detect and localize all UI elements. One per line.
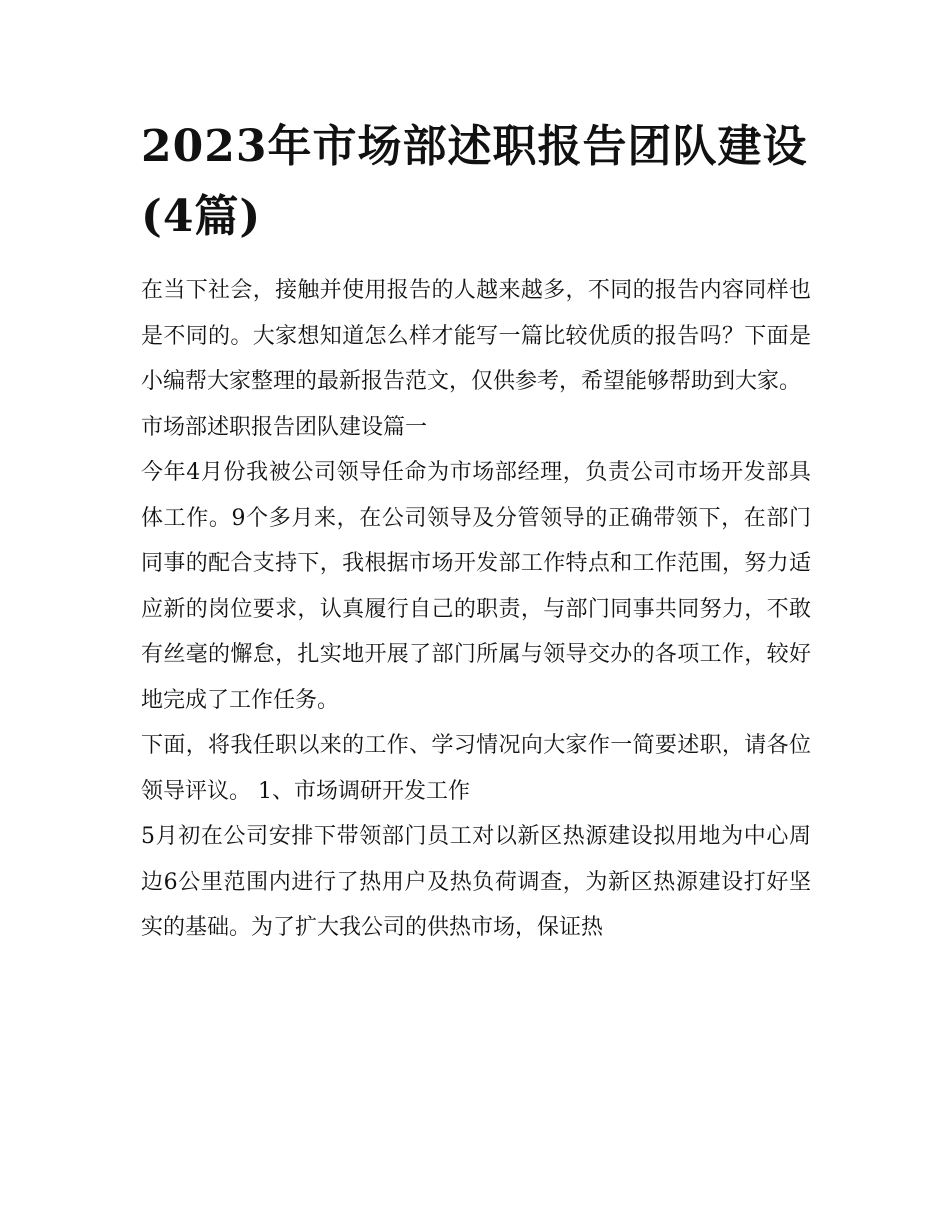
body-paragraph: 今年4月份我被公司领导任命为市场部经理，负责公司市场开发部具体工作。9个多月来，在公司领导及分管领导的正确带领下，在部门同事的配合支持下，我根据市场开发部工作特点和工作范围，努力适应新的岗位要求，认真履行自己的职责，与部门同事共同努力，不敢有丝毫的懈怠，扎实地开展了部门所属与领导交办的各项工作，较好地完成了工作任务。 (141, 460, 811, 713)
document-page (141, 112, 811, 951)
document-title: 2023年市场部述职报告团队建设(4篇) (141, 121, 808, 242)
intro-paragraph: 在当下社会，接触并使用报告的人越来越多，不同的报告内容同样也是不同的。大家想知道怎么样才能写一篇比较优质的报告吗？下面是小编帮大家整理的最新报告范文，仅供参考，希望能够帮助到大家。 (141, 278, 811, 394)
section-heading: 市场部述职报告团队建设篇一 (141, 414, 428, 440)
body-paragraph: 5月初在公司安排下带领部门员工对以新区热源建设拟用地为中心周边6公里范围内进行了热用户及热负荷调查，为新区热源建设打好坚实的基础。为了扩大我公司的供热市场，保证热 (141, 824, 811, 940)
body-paragraph: 下面，将我任职以来的工作、学习情况向大家作一简要述职，请各位领导评议。 1、市场调研开发工作 (141, 733, 811, 804)
